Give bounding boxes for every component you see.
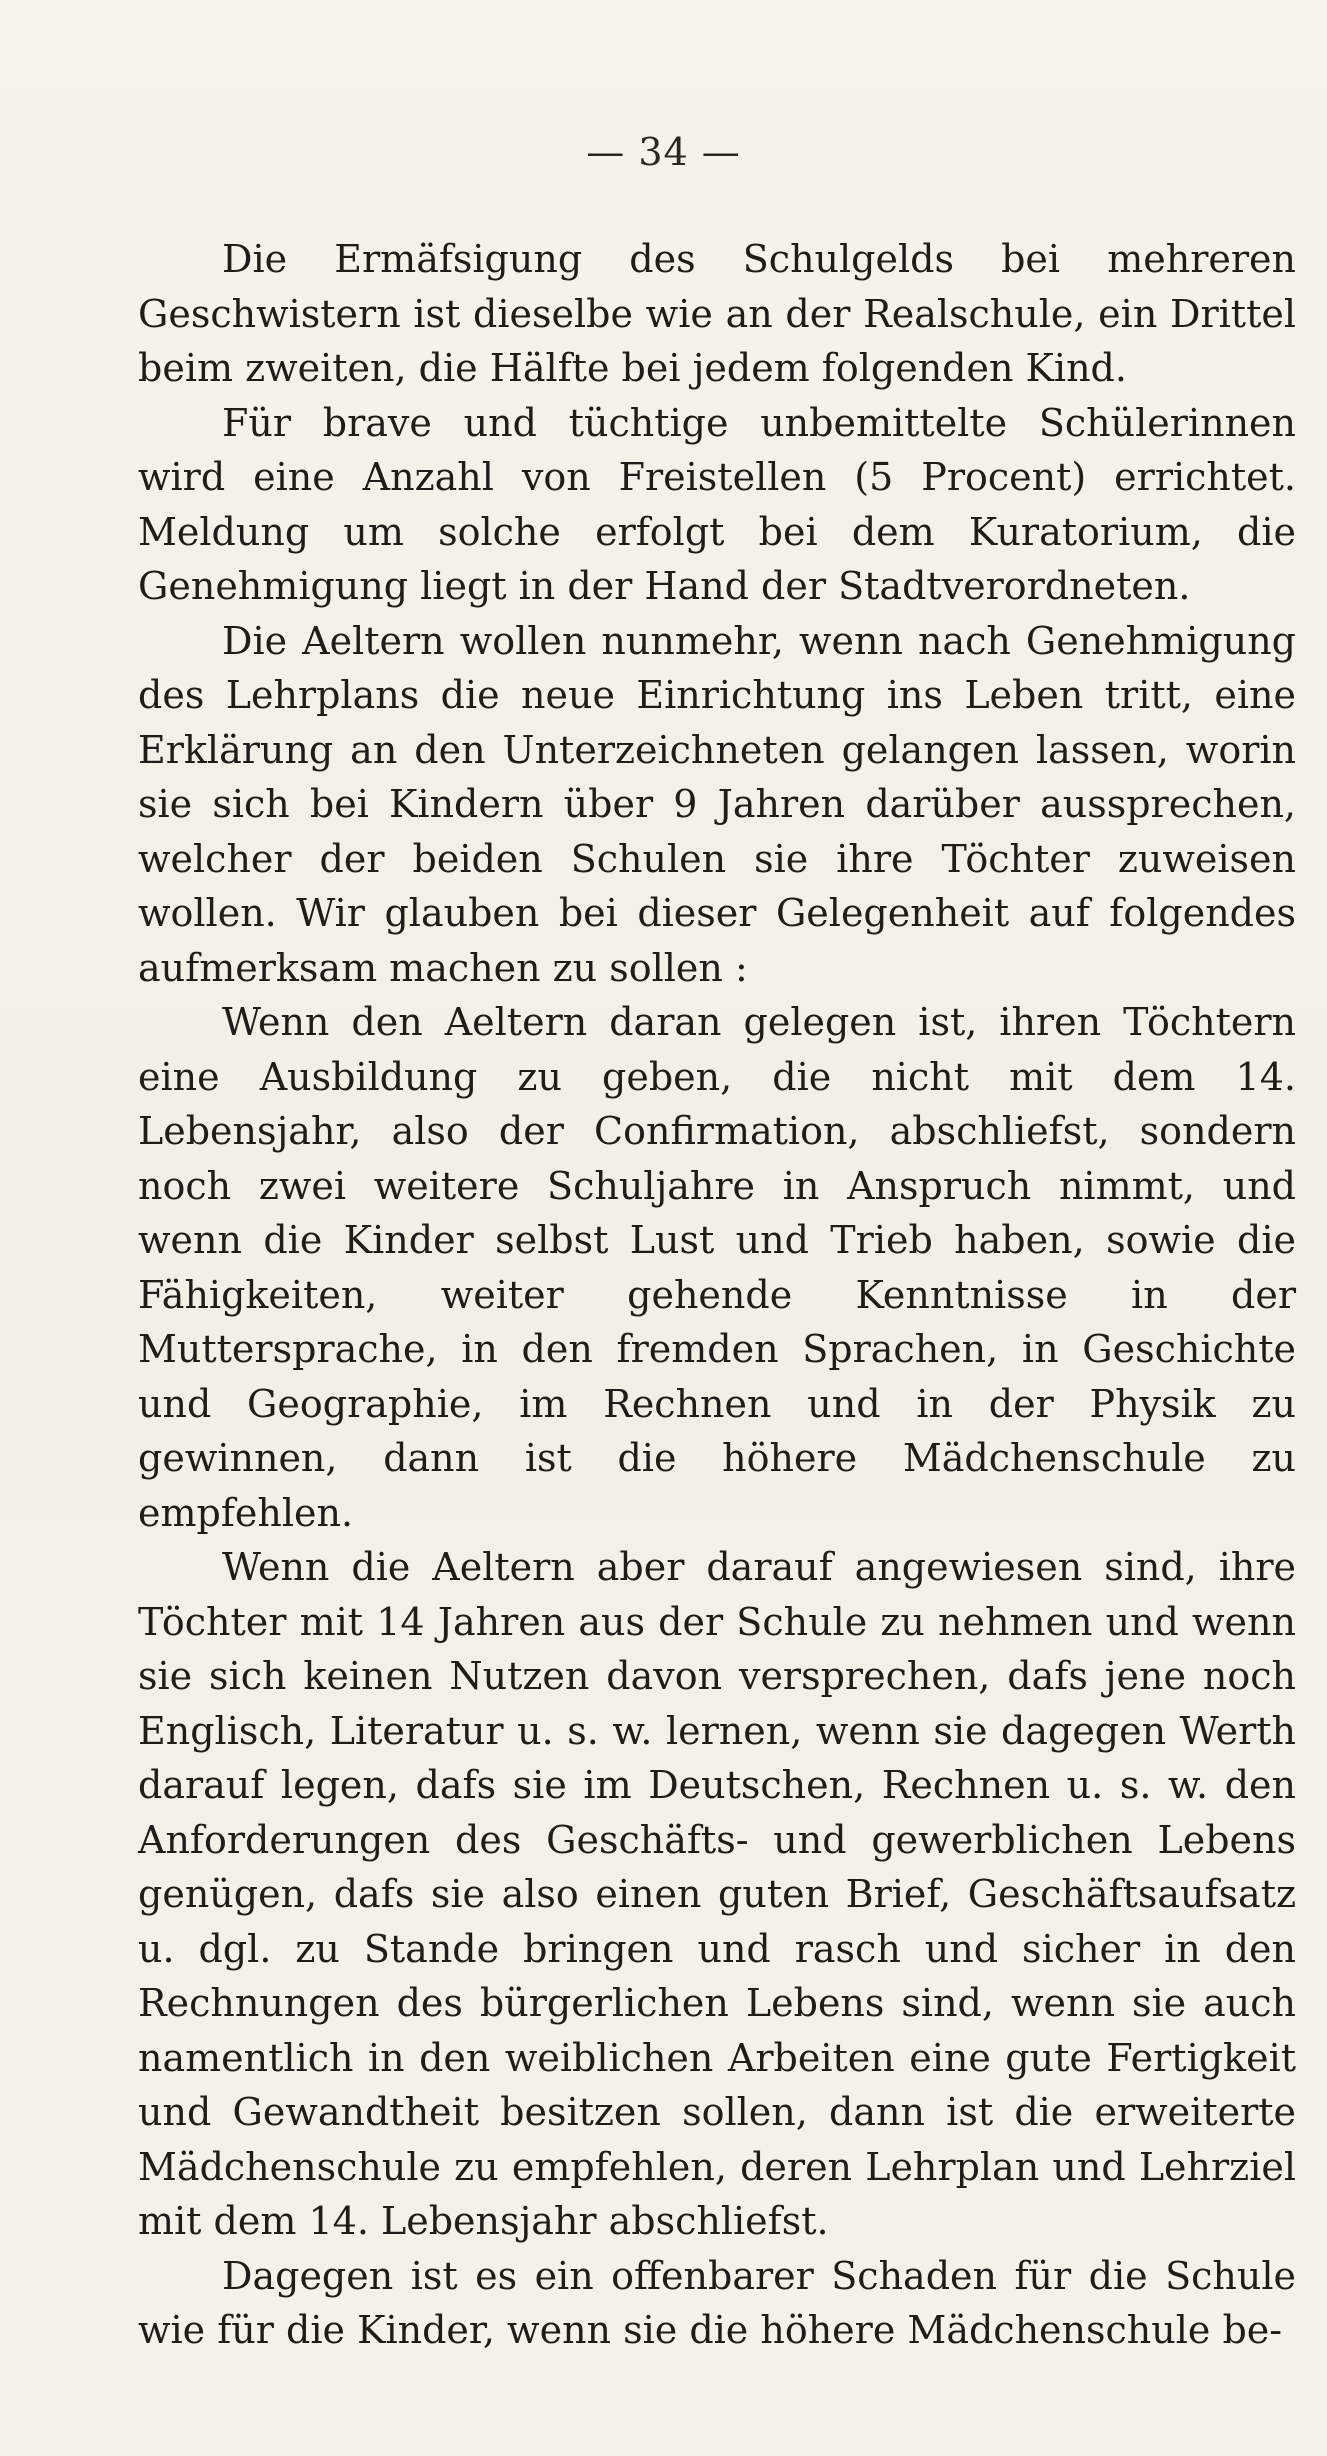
paragraph-2: Für brave und tüchtige unbemittelte Schülerinnen wird eine Anzahl von Freistellen (5 Procent) errichtet. Meldung um solche erfolgt bei dem Kuratorium, die Genehmigung liegt in der Hand der Stadtverordneten.	[138, 400, 1296, 608]
paragraph-3: Die Aeltern wollen nunmehr, wenn nach Genehmigung des Lehrplans die neue Einrichtung ins Leben tritt, eine Erklärung an den Unterzeichneten gelangen lassen, worin sie sich bei Kindern über 9 Jahren darüber aussprechen, welcher der beiden Schulen sie ihre Töchter zuweisen wollen. Wir glauben bei dieser Gelegenheit auf folgendes aufmerksam machen zu sollen :	[138, 618, 1296, 990]
body-text	[138, 232, 1296, 2358]
paragraph-6: Dagegen ist es ein offenbarer Schaden für die Schule wie für die Kinder, wenn sie die höhere Mädchenschule be-	[138, 2253, 1296, 2352]
paragraph-5: Wenn die Aeltern aber darauf angewiesen sind, ihre Töchter mit 14 Jahren aus der Schule zu nehmen und wenn sie sich keinen Nutzen davon versprechen, dafs jene noch Englisch, Literatur u. s. w. lernen, wenn sie dagegen Werth darauf legen, dafs sie im Deutschen, Rechnen u. s. w. den Anforderungen des Geschäfts- und gewerblichen Lebens genügen, dafs sie also einen guten Brief, Geschäftsaufsatz u. dgl. zu Stande bringen und rasch und sicher in den Rechnungen des bürgerlichen Lebens sind, wenn sie auch namentlich in den weiblichen Arbeiten eine gute Fertigkeit und Gewandtheit besitzen sollen, dann ist die erweiterte Mädchenschule zu empfehlen, deren Lehrplan und Lehrziel mit dem 14. Lebensjahr abschliefst.	[138, 1545, 1296, 2243]
page-number: — 34 —	[586, 130, 741, 174]
paragraph-1: Die Ermäfsigung des Schulgelds bei mehreren Geschwistern ist dieselbe wie an der Realschule, ein Drittel beim zweiten, die Hälfte bei jedem folgenden Kind.	[138, 237, 1296, 390]
paragraph-4: Wenn den Aeltern daran gelegen ist, ihren Töchtern eine Ausbildung zu geben, die nicht mit dem 14. Lebensjahr, also der Confirmation, abschliefst, sondern noch zwei weitere Schuljahre in Anspruch nimmt, und wenn die Kinder selbst Lust und Trieb haben, sowie die Fähigkeiten, weiter gehende Kenntnisse in der Muttersprache, in den fremden Sprachen, in Geschichte und Geographie, im Rechnen und in der Physik zu gewinnen, dann ist die höhere Mädchenschule zu empfehlen.	[138, 1000, 1296, 1535]
